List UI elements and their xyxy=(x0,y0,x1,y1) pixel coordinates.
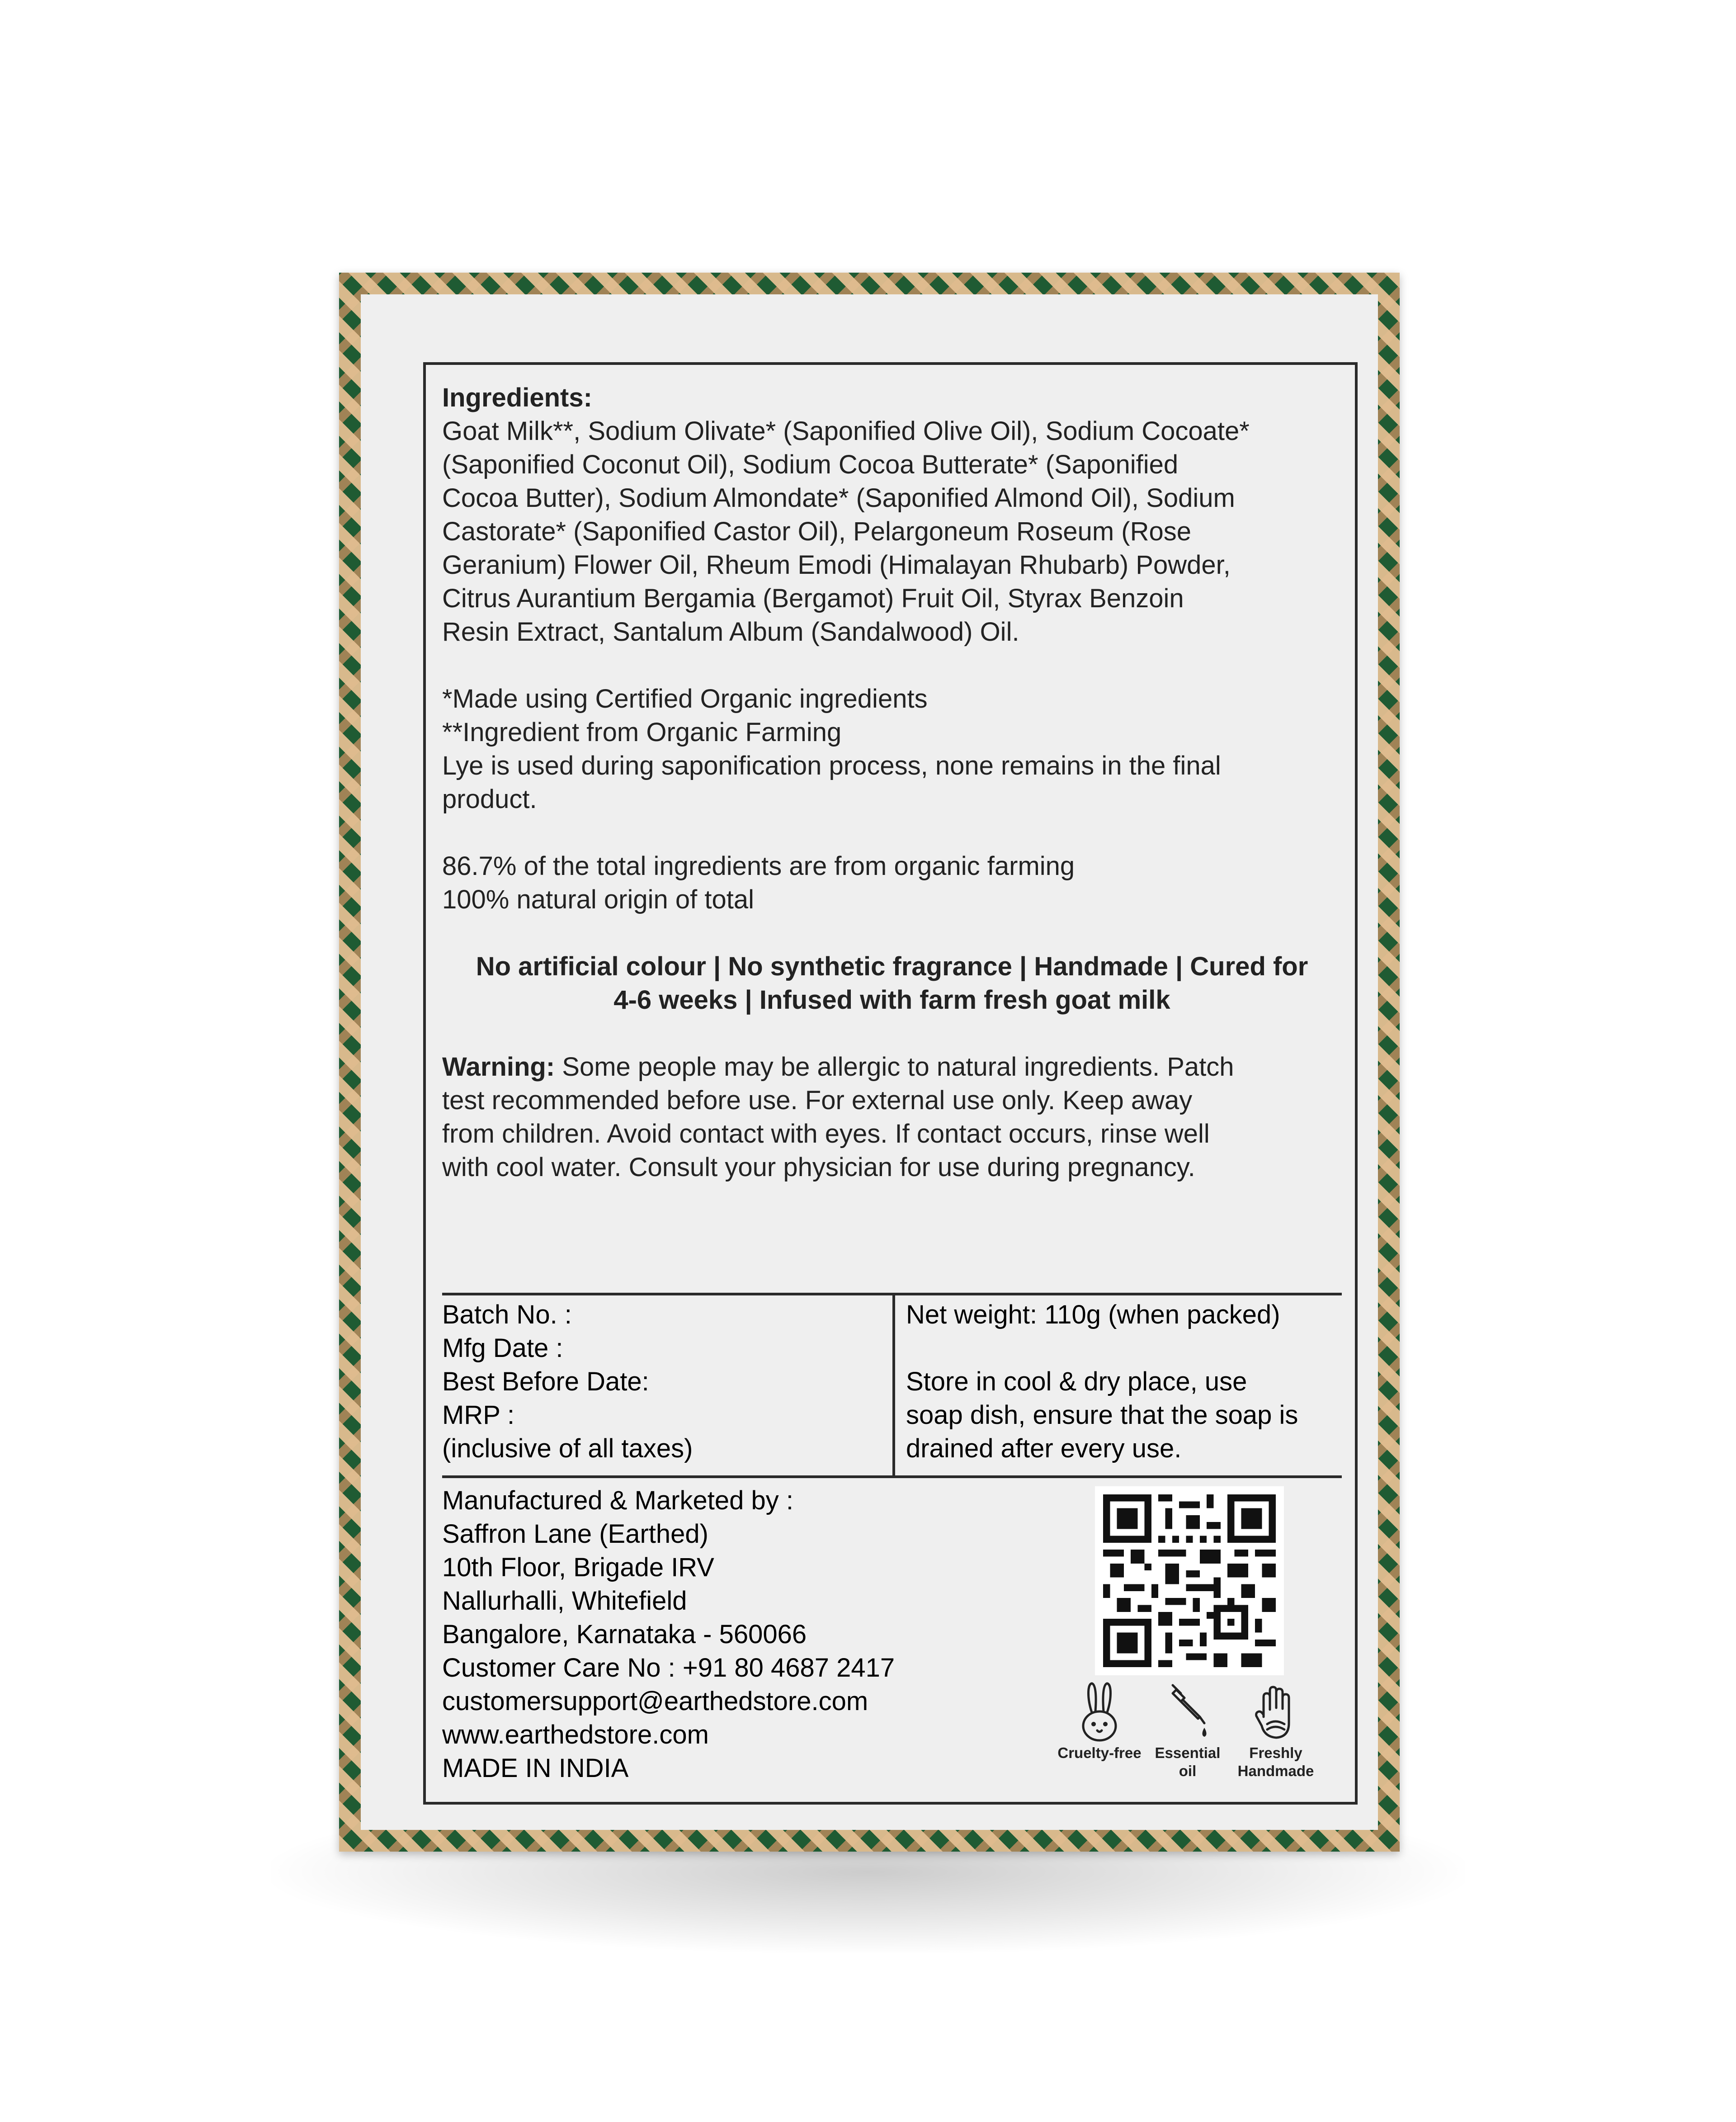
lye-note: Lye is used during saponification process, none remains in the final xyxy=(442,751,1221,780)
divider xyxy=(442,1475,1342,1478)
badge-label: Handmade xyxy=(1237,1763,1314,1779)
badge-label: oil xyxy=(1179,1763,1197,1779)
handmade-badge xyxy=(1231,1681,1321,1780)
dropper-icon xyxy=(1163,1681,1212,1744)
ingredients-line: Citrus Aurantium Bergamia (Bergamot) Fruit Oil, Styrax Benzoin xyxy=(442,584,1184,613)
storage-text: soap dish, ensure that the soap is xyxy=(906,1400,1298,1430)
hand-icon xyxy=(1251,1681,1301,1744)
mfg-date: Mfg Date : xyxy=(442,1333,563,1363)
claims-line: No artificial colour | No synthetic fragrance | Handmade | Cured for xyxy=(476,952,1308,981)
warning-label: Warning: xyxy=(442,1052,555,1082)
website: www.earthedstore.com xyxy=(442,1720,709,1749)
batch-number: Batch No. : xyxy=(442,1300,572,1329)
label-panel xyxy=(361,294,1378,1830)
label-frame xyxy=(423,362,1358,1805)
warning-text: from children. Avoid contact with eyes. If contact occurs, rinse well xyxy=(442,1119,1210,1148)
cruelty-free-badge xyxy=(1054,1681,1145,1762)
net-weight: Net weight: 110g (when packed) xyxy=(906,1300,1280,1329)
qr-code[interactable] xyxy=(1095,1486,1284,1675)
label-content xyxy=(442,381,1342,1184)
ingredients-line: Castorate* (Saponified Castor Oil), Pelargoneum Roseum (Rose xyxy=(442,517,1191,546)
mrp-note: (inclusive of all taxes) xyxy=(442,1434,693,1463)
made-in: MADE IN INDIA xyxy=(442,1753,629,1783)
divider xyxy=(442,1293,1342,1295)
badge-row xyxy=(1054,1681,1344,1789)
lye-note: product. xyxy=(442,785,537,814)
mrp: MRP : xyxy=(442,1400,515,1430)
batch-info xyxy=(442,1298,885,1465)
claims-line: 4-6 weeks | Infused with farm fresh goat milk xyxy=(613,985,1170,1015)
address-line: 10th Floor, Brigade IRV xyxy=(442,1553,714,1582)
customer-care: Customer Care No : +91 80 4687 2417 xyxy=(442,1653,895,1682)
ingredients-line: Resin Extract, Santalum Album (Sandalwood) Oil. xyxy=(442,617,1019,647)
manufacturer-info xyxy=(442,1484,1075,1785)
organic-note: **Ingredient from Organic Farming xyxy=(442,718,842,747)
warning-text: test recommended before use. For external use only. Keep away xyxy=(442,1086,1193,1115)
qr-code-icon xyxy=(1103,1494,1276,1667)
warning-text: Some people may be allergic to natural ingredients. Patch xyxy=(555,1052,1234,1082)
address-line: Nallurhalli, Whitefield xyxy=(442,1586,687,1616)
ingredients-line: (Saponified Coconut Oil), Sodium Cocoa Butterate* (Saponified xyxy=(442,450,1179,479)
support-email: customersupport@earthedstore.com xyxy=(442,1687,868,1716)
ingredients-line: Cocoa Butter), Sodium Almondate* (Saponified Almond Oil), Sodium xyxy=(442,483,1235,513)
address-line: Bangalore, Karnataka - 560066 xyxy=(442,1620,807,1649)
warning-line xyxy=(442,1050,1342,1084)
ingredients-line: Goat Milk**, Sodium Olivate* (Saponified Olive Oil), Sodium Cocoate* xyxy=(442,416,1250,446)
organic-percentage: 86.7% of the total ingredients are from organic farming xyxy=(442,851,1075,881)
badge-label: Essential xyxy=(1155,1744,1221,1761)
manufacturer-heading: Manufactured & Marketed by : xyxy=(442,1486,793,1515)
badge-label: Freshly xyxy=(1249,1744,1302,1761)
badge-label: Cruelty-free xyxy=(1057,1744,1142,1761)
essential-oil-badge xyxy=(1142,1681,1233,1780)
best-before-date: Best Before Date: xyxy=(442,1367,649,1396)
storage-info xyxy=(906,1298,1340,1465)
company-name: Saffron Lane (Earthed) xyxy=(442,1519,708,1549)
storage-text: drained after every use. xyxy=(906,1434,1182,1463)
ingredients-heading: Ingredients: xyxy=(442,383,592,412)
warning-text: with cool water. Consult your physician for use during pregnancy. xyxy=(442,1153,1195,1182)
organic-note: *Made using Certified Organic ingredients xyxy=(442,684,928,714)
column-divider xyxy=(892,1295,895,1475)
soap-box-back xyxy=(339,273,1400,1852)
ingredients-line: Geranium) Flower Oil, Rheum Emodi (Himalayan Rhubarb) Powder, xyxy=(442,550,1231,580)
natural-origin: 100% natural origin of total xyxy=(442,885,754,914)
rabbit-icon xyxy=(1075,1681,1124,1744)
storage-text: Store in cool & dry place, use xyxy=(906,1367,1247,1396)
